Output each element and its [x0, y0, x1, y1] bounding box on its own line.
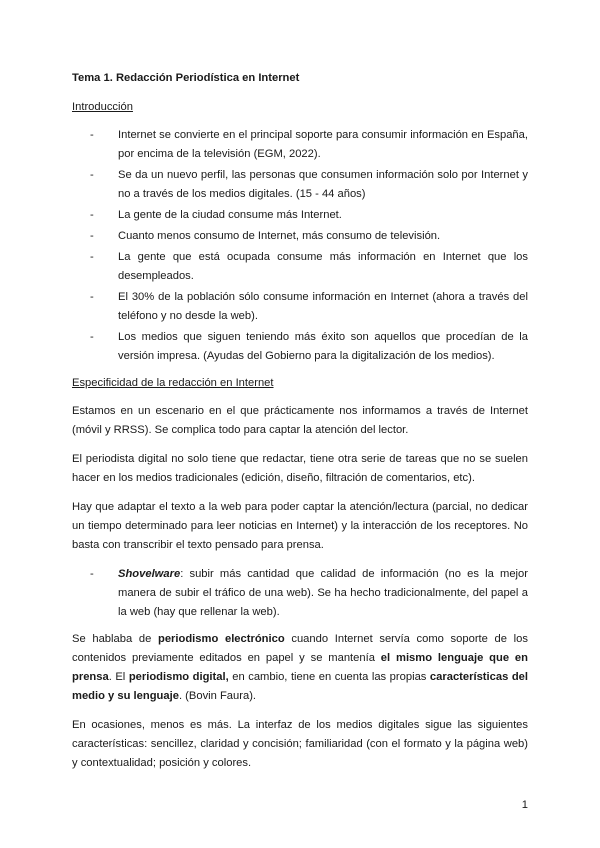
text-run: Se hablaba de	[72, 633, 158, 645]
intro-list	[72, 126, 528, 366]
bold-run: periodismo electrónico	[158, 633, 285, 645]
paragraph	[72, 630, 528, 706]
paragraph: Hay que adaptar el texto a la web para poder captar la atención/lectura (parcial, no dedicar un tiempo determinado para leer noticias en Internet) y la interacción de los receptores. No basta con transcribir el texto pensado para prensa.	[72, 501, 528, 551]
shovelware-text: : subir más cantidad que calidad de información (no es la mejor manera de subir el tráfico de una web). Se ha hecho tradicionalmente, del papel a la web (hay que rellenar la web).	[118, 568, 528, 618]
list-item: - La gente que está ocupada consume más información en Internet que los desempleados.	[72, 248, 528, 286]
page-content	[72, 69, 528, 783]
text-run: . El	[108, 671, 129, 683]
list-item: - Se da un nuevo perfil, las personas que consumen información solo por Internet y no a través de los medios digitales. (15 - 44 años)	[72, 166, 528, 204]
document-title: Tema 1. Redacción Periodística en Internet	[72, 72, 300, 84]
paragraph: El periodista digital no solo tiene que redactar, tiene otra serie de tareas que no se suelen hacer en los medios tradicionales (edición, diseño, filtración de comentarios, etc).	[72, 453, 528, 484]
bold-run: características del medio y su lenguaje	[72, 671, 528, 702]
list-item: - Los medios que siguen teniendo más éxito son aquellos que procedían de la versión impresa. (Ayudas del Gobierno para la digitalización de los medios).	[72, 328, 528, 366]
shovelware-list	[72, 565, 528, 622]
paragraph: En ocasiones, menos es más. La interfaz de los medios digitales sigue las siguientes características: sencillez, claridad y concisión; familiaridad (con el formato y la página web) y contextualidad; posición y colores.	[72, 719, 528, 769]
list-item: - Cuanto menos consumo de Internet, más consumo de televisión.	[72, 227, 528, 246]
bold-run: periodismo digital,	[128, 671, 229, 683]
spec-heading: Especificidad de la redacción en Internet	[72, 377, 274, 389]
list-item: - Internet se convierte en el principal soporte para consumir información en España, por encima de la televisión (EGM, 2022).	[72, 126, 528, 164]
list-item: - La gente de la ciudad consume más Internet.	[72, 206, 528, 225]
text-run: cuando Internet servía como soporte de los contenidos previamente editados en papel y se mantenía	[72, 633, 528, 664]
intro-heading: Introducción	[72, 101, 133, 113]
shovelware-term: Shovelware	[118, 568, 181, 580]
list-item: - El 30% de la población sólo consume información en Internet (ahora a través del teléfono y no desde la web).	[72, 288, 528, 326]
page-number: 1	[521, 799, 528, 811]
text-run: . (Bovin Faura).	[178, 690, 257, 702]
text-run: en cambio, tiene en cuenta las propias	[228, 671, 430, 683]
bold-run: el mismo lenguaje que en prensa	[72, 652, 528, 683]
paragraph: Estamos en un escenario en el que prácticamente nos informamos a través de Internet (móvil y RRSS). Se complica todo para captar la atención del lector.	[72, 405, 528, 436]
list-item	[72, 565, 528, 622]
